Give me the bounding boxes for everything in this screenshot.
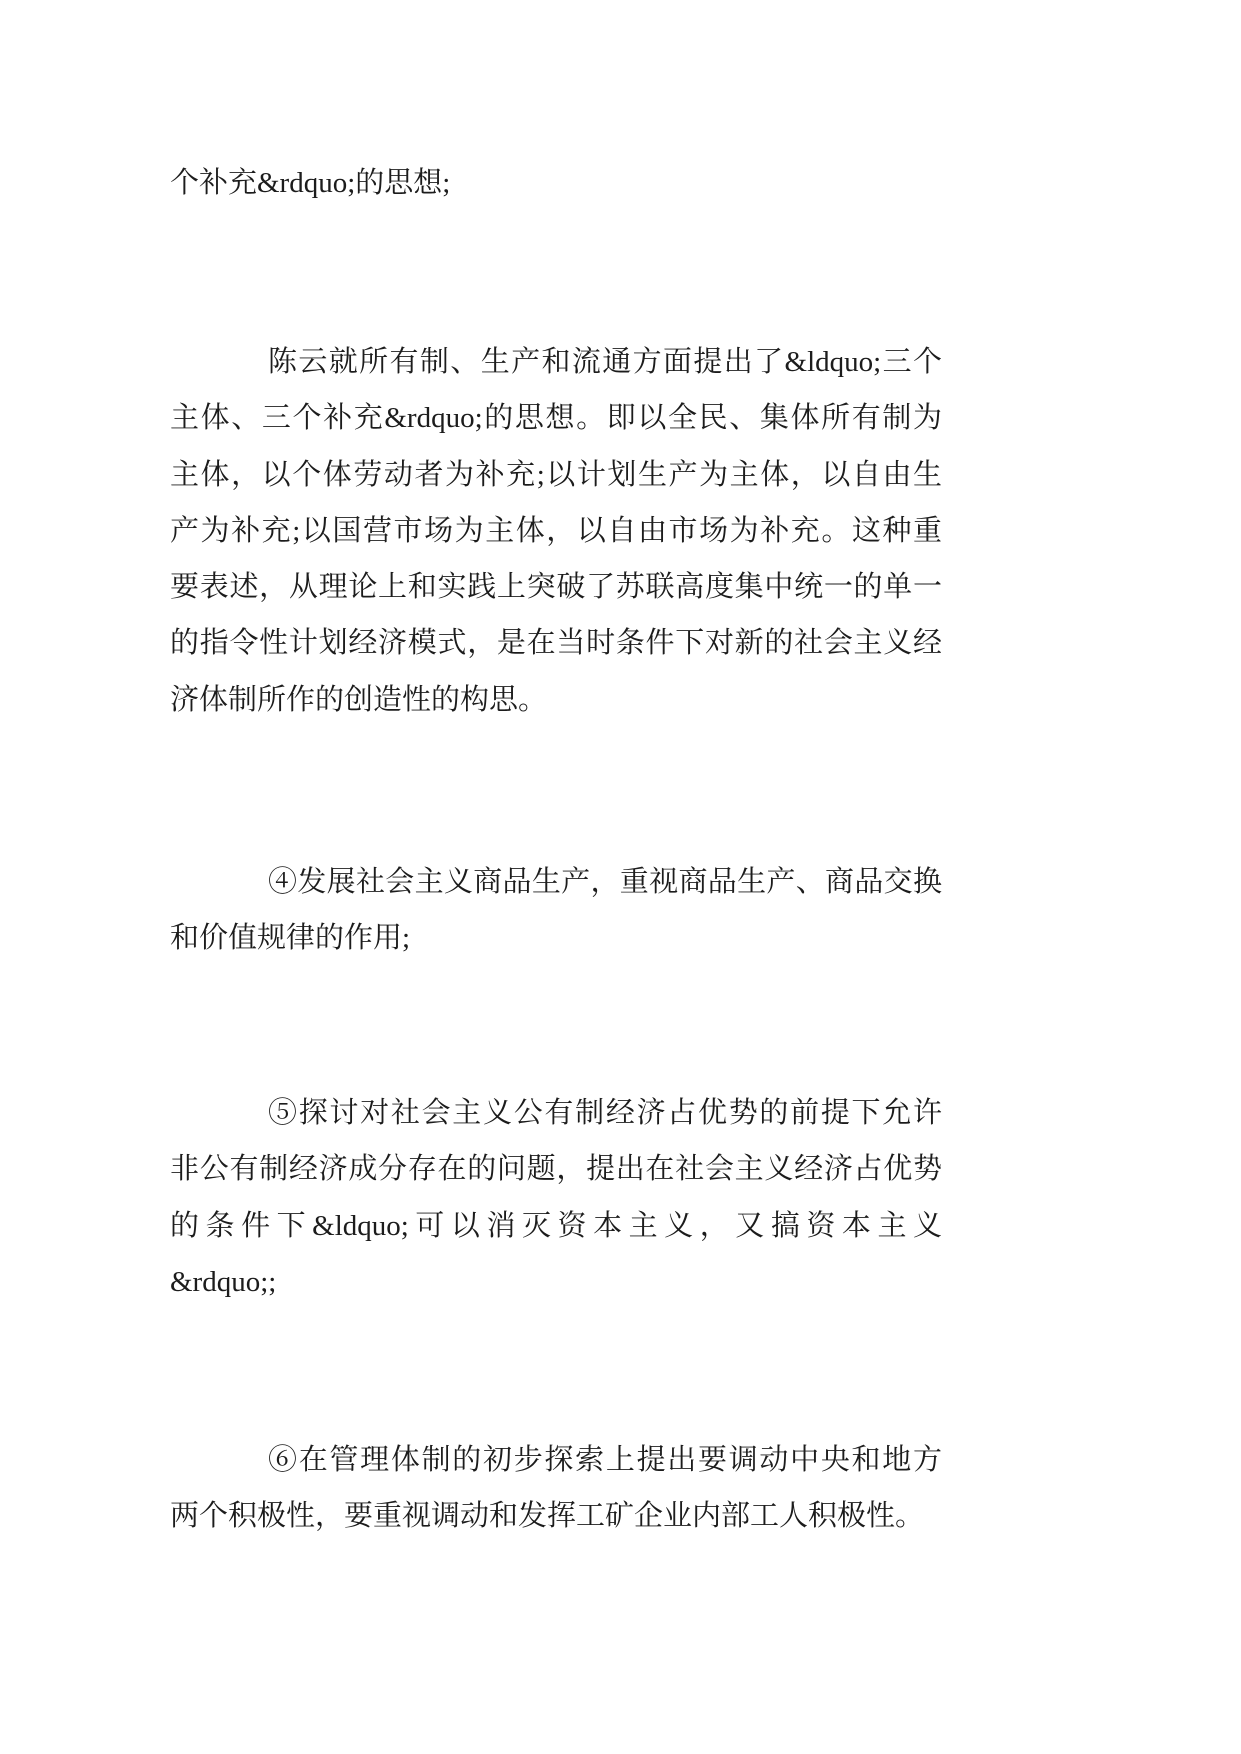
- paragraph-continuation: [170, 155, 942, 211]
- paragraph-line: 两个积极性，要重视调动和发挥工矿企业内部工人积极性。: [170, 1500, 925, 1533]
- paragraph-line: ⑥在管理体制的初步探索上提出要调动中央和地方: [268, 1444, 942, 1476]
- paragraph-line: 产为补充;以国营市场为主体，以自由市场为补充。这种重: [170, 514, 942, 547]
- paragraph-line: 和价值规律的作用;: [170, 922, 411, 955]
- paragraph-line: 的条件下&ldquo;可以消灭资本主义，又搞资本主义: [170, 1209, 942, 1242]
- paragraph-item-5: [170, 1085, 942, 1310]
- paragraph-line: ④发展社会主义商品生产，重视商品生产、商品交换: [268, 866, 942, 898]
- paragraph-line: 主体，以个体劳动者为补充;以计划生产为主体，以自由生: [170, 458, 942, 491]
- paragraph-line: 主体、三个补充&rdquo;的思想。即以全民、集体所有制为: [170, 402, 942, 435]
- paragraph-chen-yun-three-mains: [170, 334, 942, 728]
- paragraph-line: ⑤探讨对社会主义公有制经济占优势的前提下允许: [268, 1097, 942, 1129]
- paragraph-line: 济体制所作的创造性的构思。: [170, 683, 548, 716]
- paragraph-line: 陈云就所有制、生产和流通方面提出了&ldquo;三个: [268, 346, 942, 378]
- paragraph-item-4: [170, 854, 942, 967]
- paragraph-line: 的指令性计划经济模式，是在当时条件下对新的社会主义经: [170, 627, 942, 660]
- paragraph-line: 个补充&rdquo;的思想;: [170, 167, 451, 199]
- paragraph-line: &rdquo;;: [170, 1265, 277, 1298]
- paragraph-line: 要表述，从理论上和实践上突破了苏联高度集中统一的单一: [170, 571, 942, 604]
- paragraph-item-6: [170, 1432, 942, 1545]
- paragraph-line: 非公有制经济成分存在的问题，提出在社会主义经济占优势: [170, 1153, 942, 1186]
